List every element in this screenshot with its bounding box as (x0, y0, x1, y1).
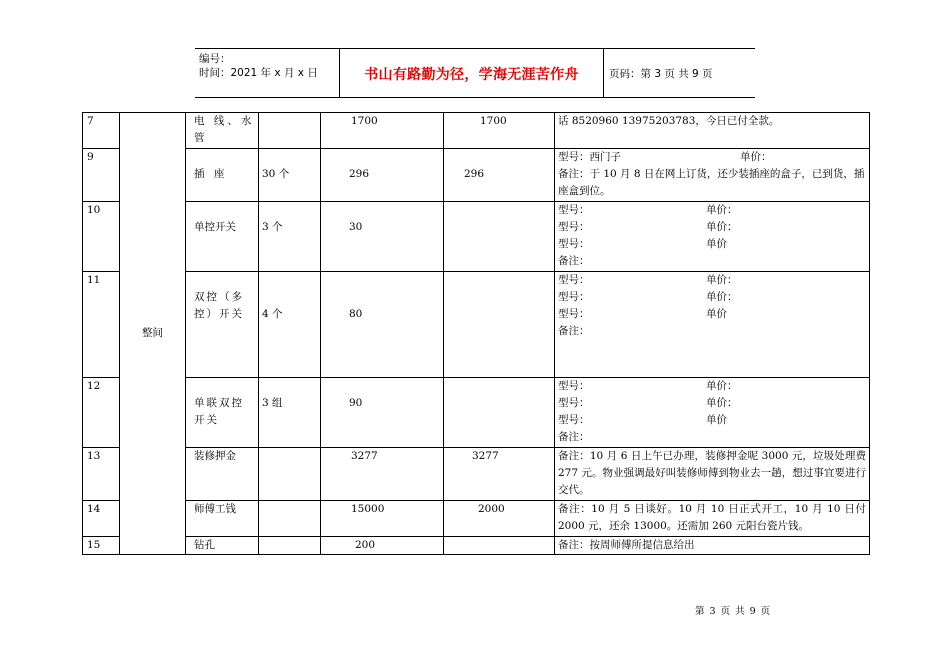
item-name: 师傅工钱 (186, 501, 259, 537)
remark: 备注： (558, 325, 590, 337)
spec-line (558, 289, 866, 306)
row-number: 14 (83, 501, 120, 537)
quantity (259, 501, 321, 537)
item-name: 钻孔 (186, 537, 259, 555)
item-name: 插 座 (186, 149, 259, 202)
unit-price-label: 单价： (706, 380, 738, 392)
model-label: 型号： (558, 204, 590, 216)
unit-price-label: 单价 (706, 238, 727, 250)
spec-line (558, 272, 866, 289)
paid (444, 202, 555, 272)
paid (444, 378, 555, 448)
unit-price-label: 单价： (740, 151, 772, 163)
row-number: 11 (83, 272, 120, 378)
quantity (259, 537, 321, 555)
unit-price-label: 单价： (706, 274, 738, 286)
quantity (259, 448, 321, 501)
note (555, 149, 870, 202)
row-number: 10 (83, 202, 120, 272)
spec-line (558, 219, 866, 236)
table-row (83, 378, 870, 448)
spec-line (558, 412, 866, 429)
item-name: 电 线、水管 (186, 113, 259, 149)
table-row (83, 113, 870, 149)
spec-line (558, 236, 866, 253)
model-label: 型号： (558, 221, 590, 233)
row-number: 15 (83, 537, 120, 555)
header-meta (199, 52, 318, 80)
code-label: 编号： (199, 53, 231, 65)
header-page-info: 页码：第 3 页 共 9 页 (609, 68, 713, 80)
quantity (259, 113, 321, 149)
quantity: 3 个 (259, 202, 321, 272)
note (555, 272, 870, 378)
row-number: 13 (83, 448, 120, 501)
row-number: 7 (83, 113, 120, 149)
price: 3277 (321, 448, 444, 501)
unit-price-label: 单价： (706, 291, 738, 303)
spec-line (558, 306, 866, 323)
item-name: 单联双控开关 (186, 378, 259, 448)
unit-price-label: 单价 (706, 414, 727, 426)
quantity: 3 组 (259, 378, 321, 448)
quantity: 30 个 (259, 149, 321, 202)
paid (444, 272, 555, 378)
unit-price-label: 单价： (706, 221, 738, 233)
price: 296 (321, 149, 444, 202)
model-label: 型号： (558, 238, 590, 250)
item-name: 装修押金 (186, 448, 259, 501)
unit-price-label: 单价： (706, 204, 738, 216)
remark: 备注：于 10 月 8 日在网上订货，还少装插座的盒子，已到货，插座盒到位。 (558, 168, 865, 197)
quantity: 4 个 (259, 272, 321, 378)
note (555, 202, 870, 272)
model-label: 型号： (558, 291, 590, 303)
note (555, 378, 870, 448)
row-number: 12 (83, 378, 120, 448)
model-label: 型号： (558, 380, 590, 392)
model-label: 型号： (558, 397, 590, 409)
row-number: 9 (83, 149, 120, 202)
model-label: 型号： (558, 274, 590, 286)
price: 200 (321, 537, 444, 555)
unit-price-label: 单价： (706, 397, 738, 409)
page-header (195, 48, 755, 98)
table-row (83, 537, 870, 555)
table-row (83, 202, 870, 272)
item-name: 双控（多控）开关 (186, 272, 259, 378)
spec-line (558, 202, 866, 219)
unit-price-label: 单价 (706, 308, 727, 320)
paid: 1700 (444, 113, 555, 149)
spec-line (558, 149, 866, 166)
model-label: 型号：西门子 (558, 151, 621, 163)
table-row (83, 448, 870, 501)
table-row (83, 501, 870, 537)
table-row (83, 149, 870, 202)
price: 30 (321, 202, 444, 272)
remark: 备注： (558, 431, 590, 443)
item-name: 单控开关 (186, 202, 259, 272)
note: 话 8520960 13975203783，今日已付全款。 (555, 113, 870, 149)
price: 90 (321, 378, 444, 448)
expense-table (82, 112, 870, 555)
paid: 3277 (444, 448, 555, 501)
category-cell: 整间 (120, 113, 186, 555)
paid (444, 537, 555, 555)
note: 备注：10 月 5 日谈好。10 月 10 日正式开工，10 月 10 日付 2000 元，还余 13000。还需加 260 元阳台瓷片钱。 (555, 501, 870, 537)
remark: 备注： (558, 255, 590, 267)
note: 备注：按周师傅所提信息给出 (555, 537, 870, 555)
spec-line (558, 378, 866, 395)
paid: 296 (444, 149, 555, 202)
header-motto: 书山有路勤为径，学海无涯苦作舟 (364, 67, 579, 83)
model-label: 型号： (558, 308, 590, 320)
note: 备注：10 月 6 日上午已办理，装修押金呢 3000 元，垃圾处理费 277 元。物业强调最好叫装修师傅到物业去一趟，想过事宜要进行交代。 (555, 448, 870, 501)
price: 15000 (321, 501, 444, 537)
model-label: 型号： (558, 414, 590, 426)
header-divider (603, 49, 604, 97)
page-footer: 第 3 页 共 9 页 (695, 606, 772, 617)
time-label: 时间：2021 年 x 月 x 日 (199, 67, 318, 79)
price: 1700 (321, 113, 444, 149)
spec-line (558, 395, 866, 412)
paid: 2000 (444, 501, 555, 537)
table-row (83, 272, 870, 378)
price: 80 (321, 272, 444, 378)
